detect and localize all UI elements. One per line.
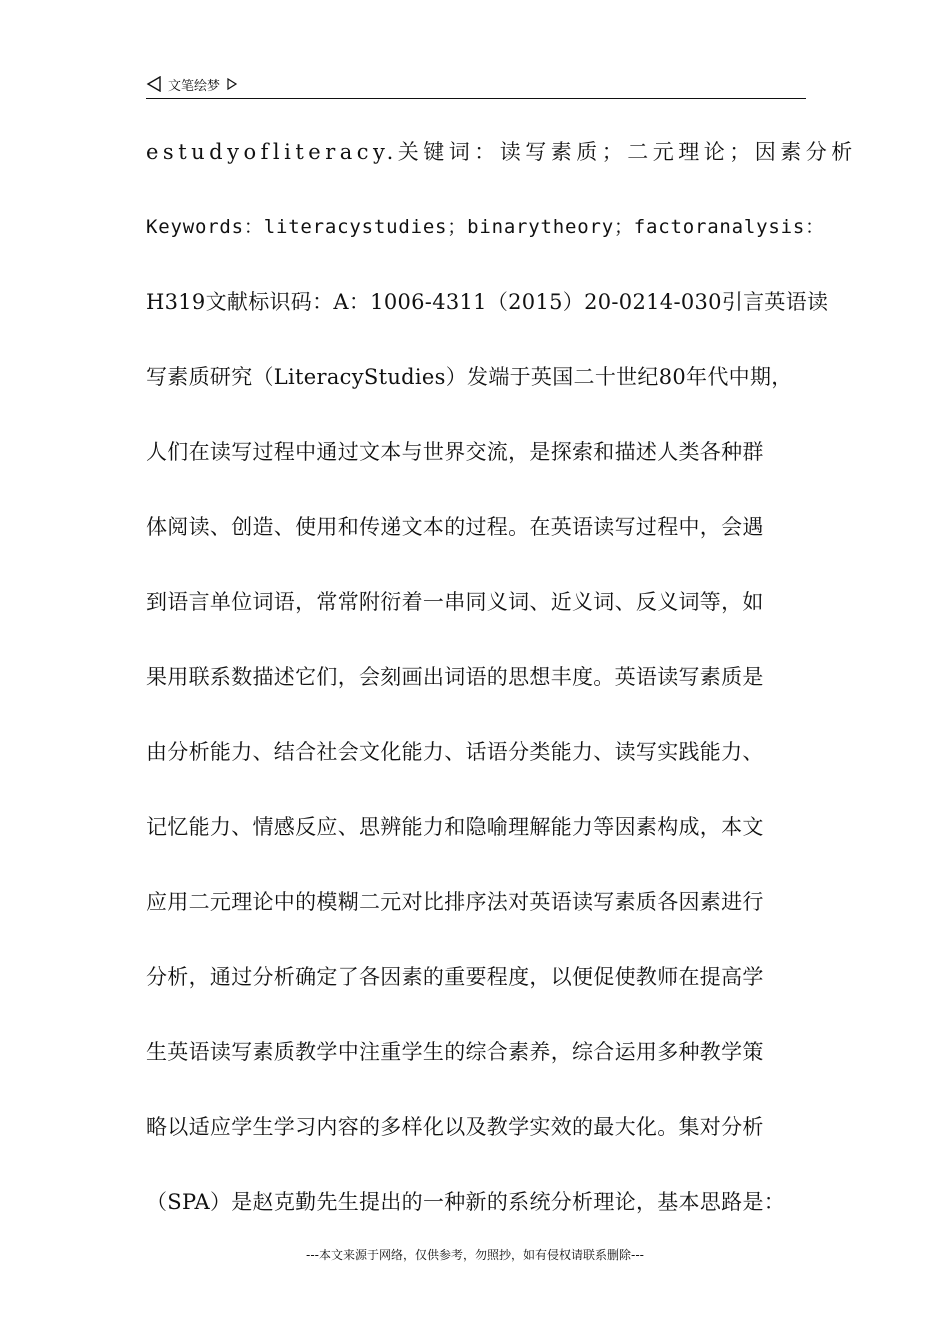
text-line: H319文献标识码：A：1006-4311（2015）20-0214-030引言英语读	[146, 290, 829, 314]
left-triangle-icon	[146, 76, 162, 92]
text-line: 到语言单位词语，常常附衍着一串同义词、近义词、反义词等，如	[146, 590, 764, 614]
text-line: estudyofliteracy.关键词：读写素质；二元理论；因素分析	[146, 140, 857, 164]
right-triangle-icon	[226, 77, 238, 91]
text-line: 略以适应学生学习内容的多样化以及教学实效的最大化。集对分析	[146, 1115, 764, 1139]
text-line: 生英语读写素质教学中注重学生的综合素养，综合运用多种教学策	[146, 1040, 764, 1064]
text-line: 人们在读写过程中通过文本与世界交流，是探索和描述人类各种群	[146, 440, 764, 464]
text-line: 分析，通过分析确定了各因素的重要程度，以便促使教师在提高学	[146, 965, 764, 989]
document-body	[146, 130, 857, 1255]
text-line: 写素质研究（LiteracyStudies）发端于英国二十世纪80年代中期，	[146, 365, 793, 389]
header-divider	[146, 98, 806, 99]
page-header	[146, 72, 806, 100]
text-line: 体阅读、创造、使用和传递文本的过程。在英语读写过程中，会遇	[146, 515, 764, 539]
text-line: 果用联系数描述它们，会刻画出词语的思想丰度。英语读写素质是	[146, 665, 764, 689]
text-line: （SPA）是赵克勤先生提出的一种新的系统分析理论，基本思路是：	[146, 1190, 786, 1214]
text-line: 由分析能力、结合社会文化能力、话语分类能力、读写实践能力、	[146, 740, 764, 764]
footer-notice: ---本文来源于网络，仅供参考，勿照抄，如有侵权请联系删除---	[306, 1248, 644, 1262]
text-line: 应用二元理论中的模糊二元对比排序法对英语读写素质各因素进行	[146, 890, 764, 914]
header-title: 文笔绘梦	[168, 78, 221, 94]
text-line: 记忆能力、情感反应、思辨能力和隐喻理解能力等因素构成，本文	[146, 815, 764, 839]
text-line: Keywords：literacystudies；binarytheory；factoranalysis：	[146, 216, 825, 238]
